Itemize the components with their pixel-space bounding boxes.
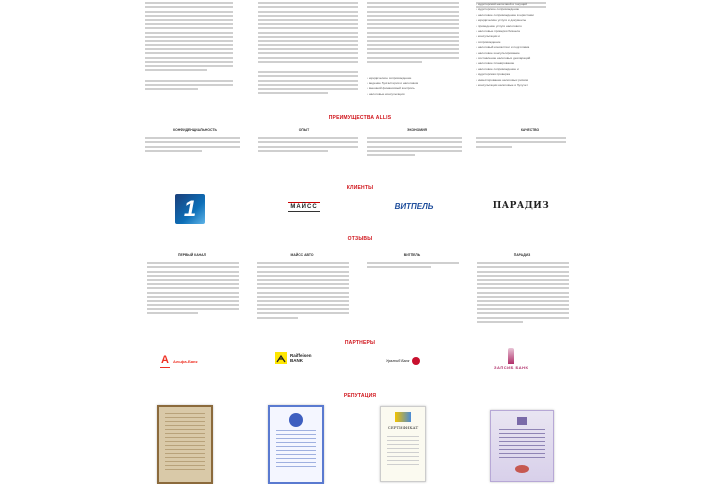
certificate-3[interactable] — [380, 406, 426, 482]
advantage-text — [258, 135, 358, 154]
certificate-2[interactable] — [268, 405, 324, 484]
services-right-list — [476, 2, 576, 89]
advantage-heading: КАЧЕСТВО — [520, 128, 540, 132]
review-heading: ВИТПЕЛЬ — [403, 253, 421, 257]
first-channel-logo-text: 1 — [183, 196, 197, 221]
review-heading: ПАРАДИЗ — [513, 253, 531, 257]
list-item: • инвестирование налоговых рисков — [476, 78, 576, 83]
partner-name: ЗАПСИБ БАНК — [494, 365, 529, 370]
review-heading: МАЙСС АВТО — [290, 253, 314, 257]
advantage-heading: ЭКОНОМИЯ — [407, 128, 427, 132]
vitpel-logo-text: ВИТПЕЛЬ — [394, 201, 434, 211]
certificate-content — [387, 436, 419, 466]
client-logo-maiss[interactable] — [276, 200, 332, 214]
stamp-icon — [515, 465, 529, 473]
certificate-content — [499, 429, 545, 459]
list-item: • юридические услуги и документы — [476, 18, 576, 23]
list-item: • налоговое планирование — [476, 61, 576, 66]
partner-name: Альфа-Банк — [173, 359, 198, 364]
list-item: • налоговое сопровождение и — [476, 67, 576, 72]
partner-raiffeisen[interactable] — [275, 352, 318, 364]
list-item: • консультации и — [476, 34, 576, 39]
list-item: • налоговые проверки бизнеса — [476, 29, 576, 34]
uralsib-icon — [412, 357, 420, 365]
advantage-text — [145, 135, 240, 154]
zapsib-icon — [508, 348, 514, 364]
list-item: • налоговое консультирование — [476, 51, 576, 56]
list-item: • налоговые консультации — [367, 92, 467, 97]
advantages-title: ПРЕИМУЩЕСТВА ALLIS — [328, 115, 392, 121]
emblem-icon — [517, 417, 527, 425]
about-column-2 — [258, 0, 358, 96]
list-item: • налоговый консалтинг и подготовка — [476, 45, 576, 50]
review-text — [367, 260, 459, 271]
services-left-list — [367, 76, 467, 97]
reputation-title: РЕПУТАЦИЯ — [343, 393, 377, 399]
maiss-logo-text: МАЙСС — [290, 204, 318, 210]
seal-icon — [289, 413, 303, 427]
logo-icon — [395, 412, 411, 422]
client-logo-paradiz[interactable] — [490, 198, 552, 214]
certificate-1[interactable] — [157, 405, 213, 484]
partner-zapsib-bank[interactable] — [494, 348, 528, 370]
advantage-text — [476, 135, 566, 150]
paradiz-logo-text: ПАРАДИЗ — [492, 201, 550, 211]
list-item: • консультации налоговые и бухучет — [476, 83, 576, 88]
client-logo-vitpel[interactable] — [384, 198, 444, 214]
advantage-heading: ОПЫТ — [298, 128, 310, 132]
client-logo-first-channel[interactable] — [175, 194, 205, 224]
about-column-3 — [367, 0, 459, 65]
review-heading: ПЕРВЫЙ КАНАЛ — [178, 253, 206, 257]
certificate-4[interactable] — [490, 410, 554, 482]
certificate-label: СЕРТИФИКАТ — [387, 425, 419, 430]
list-item: • аудиторская проверка — [476, 72, 576, 77]
certificate-content — [165, 413, 205, 473]
list-item: • проведение услуги налогового — [476, 24, 576, 29]
list-item: • аудиторский налоговой и текущий — [476, 2, 576, 7]
clients-title: КЛИЕНТЫ — [346, 185, 374, 191]
partner-alfa-bank[interactable] — [160, 355, 197, 368]
list-item: • внешний финансовый контроль — [367, 86, 467, 91]
partner-name: Уралсиб Банк — [386, 359, 410, 363]
review-text — [147, 260, 239, 317]
list-item: • составление налоговых деклараций — [476, 56, 576, 61]
advantage-text — [367, 135, 462, 158]
list-item: • сопровождение — [476, 40, 576, 45]
partner-name: Raiffeisen BANK — [290, 353, 312, 363]
list-item: • налоговое сопровождение в юристами — [476, 13, 576, 18]
reviews-title: ОТЗЫВЫ — [347, 236, 373, 242]
about-column-1 — [145, 0, 233, 92]
certificate-content — [276, 430, 316, 470]
advantage-heading: КОНФИДЕНЦИАЛЬНОСТЬ — [173, 128, 217, 132]
partner-uralsib[interactable] — [386, 357, 420, 365]
list-item: • аудиторское сопровождение — [476, 7, 576, 12]
partners-title: ПАРТНЕРЫ — [344, 340, 376, 346]
review-text — [477, 260, 569, 325]
review-text — [257, 260, 349, 321]
alfa-bank-icon: А — [161, 354, 169, 366]
raiffeisen-icon — [275, 352, 287, 364]
list-item: • ведение бухгалтерии и налоговом — [367, 81, 467, 86]
list-item: • юридическое сопровождение — [367, 76, 467, 81]
